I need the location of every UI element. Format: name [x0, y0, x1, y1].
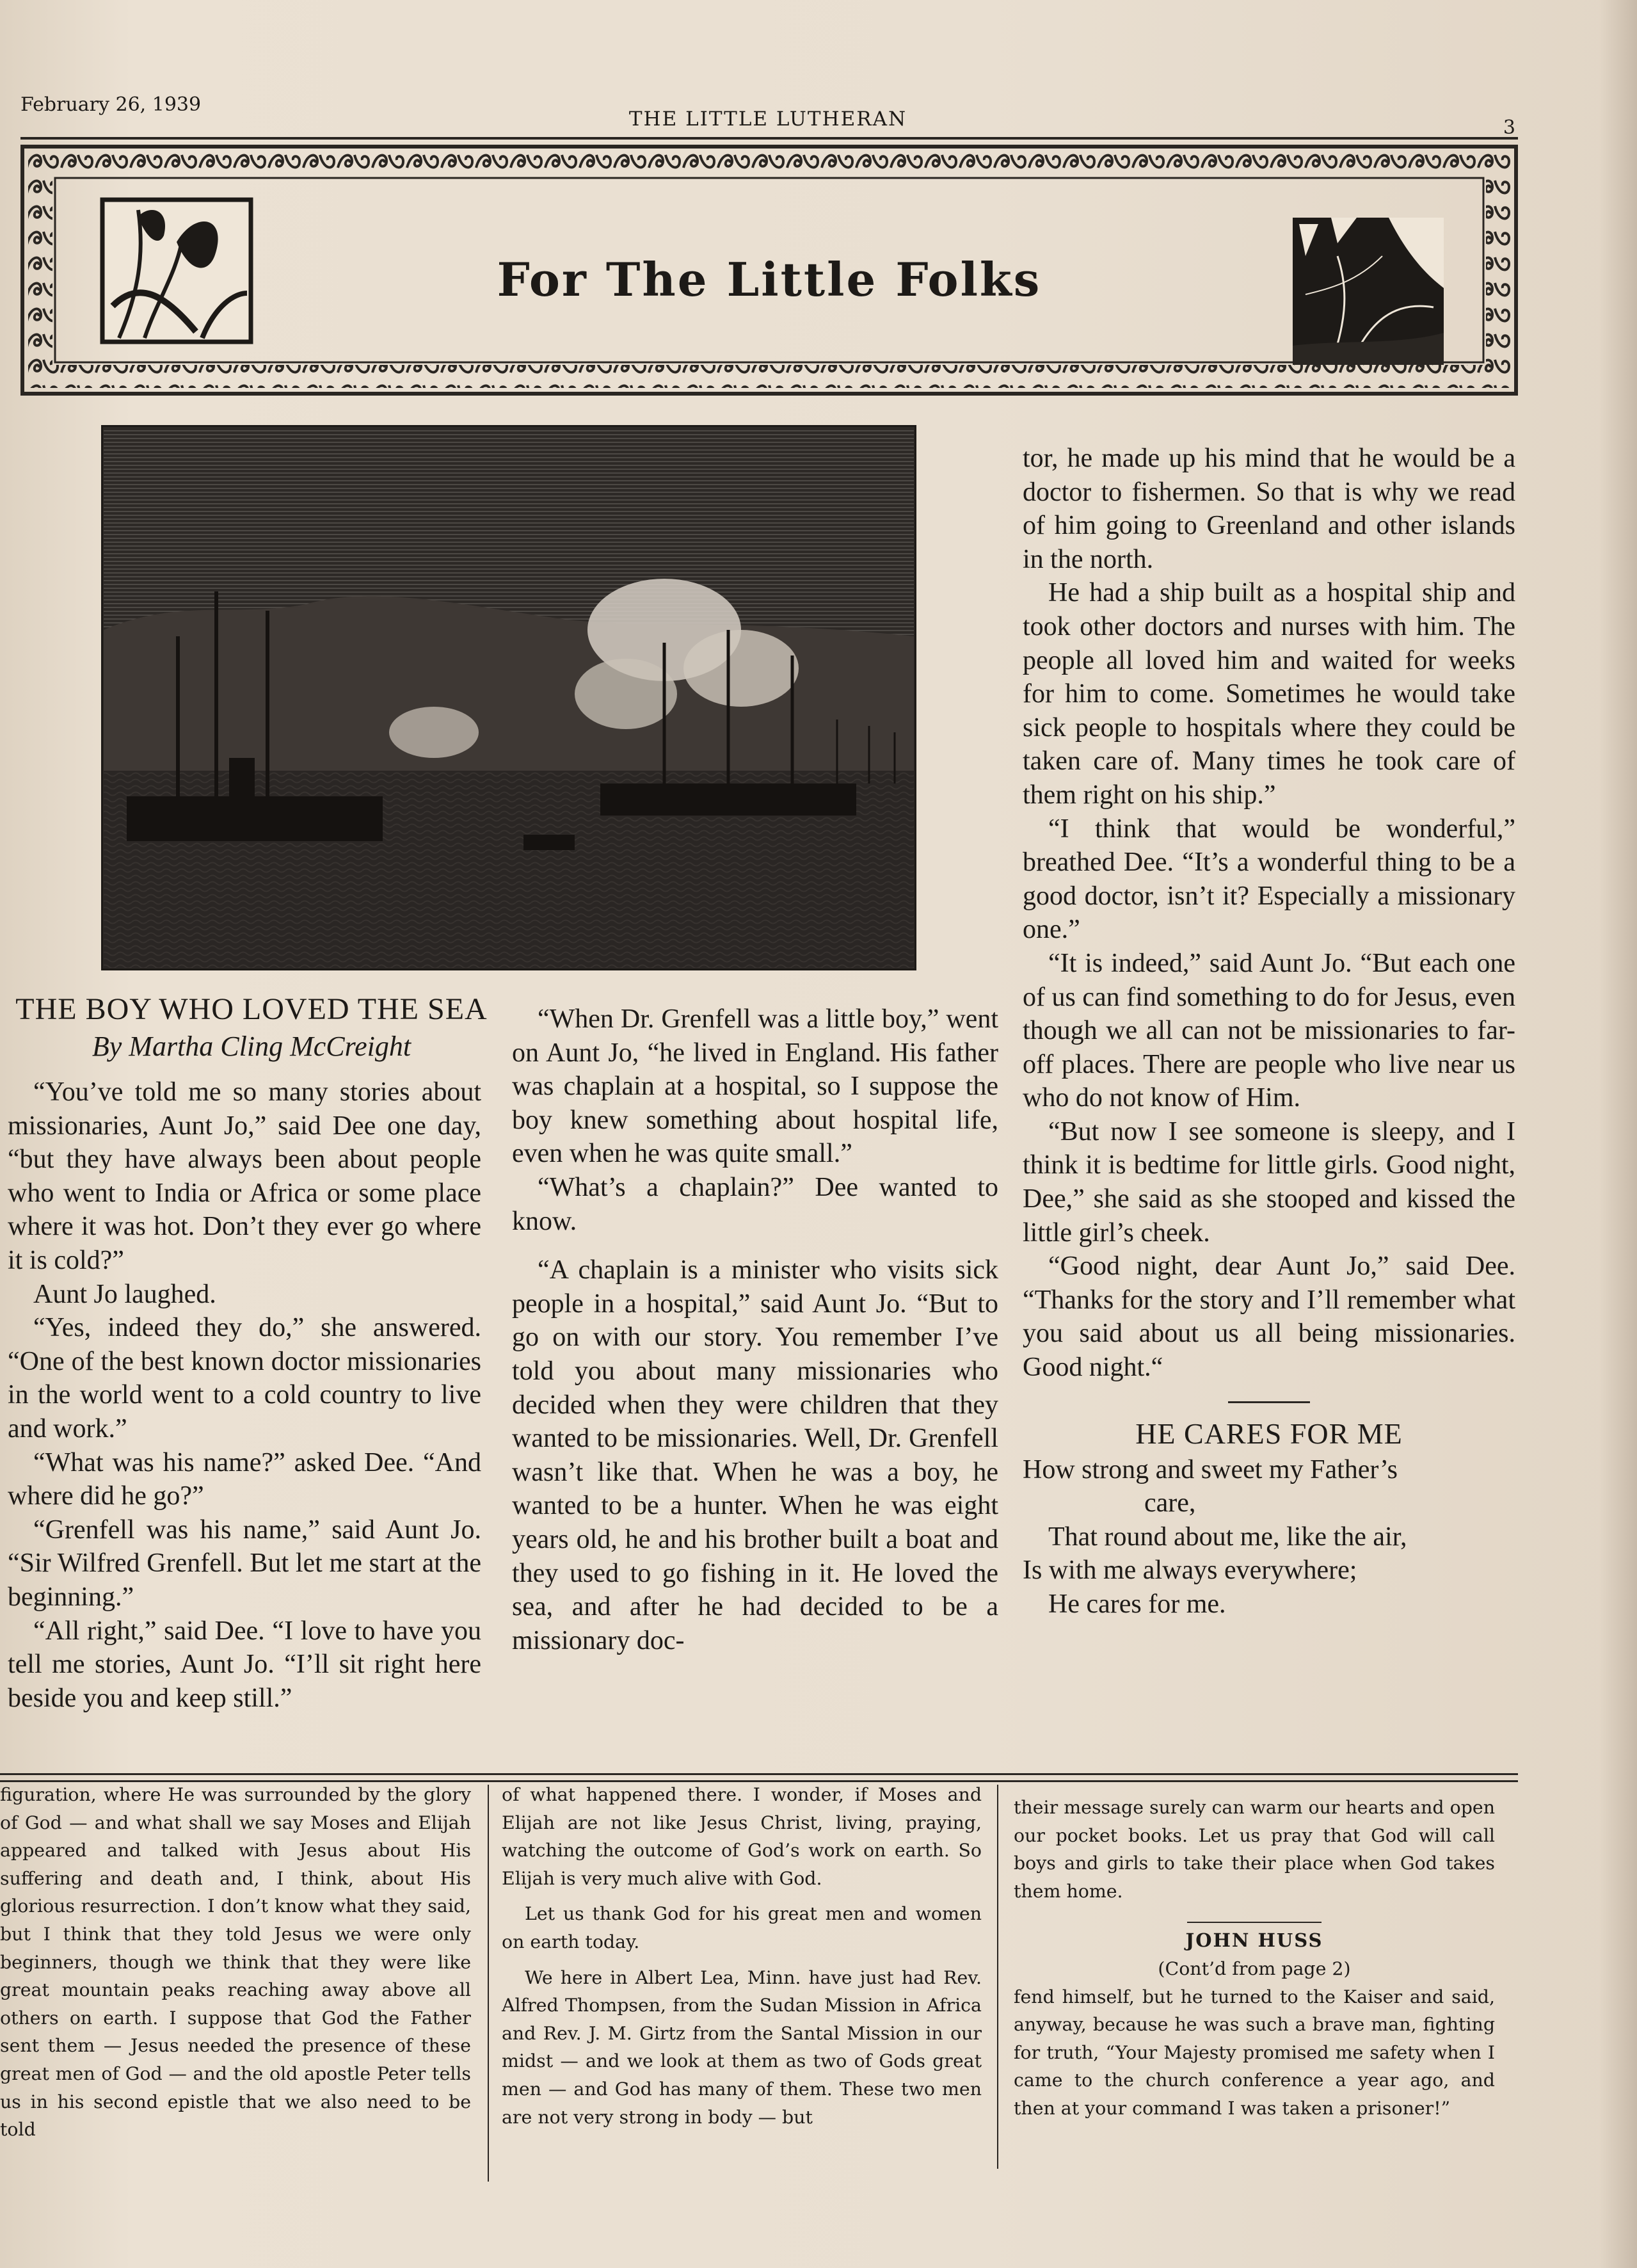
poem-title: HE CARES FOR ME — [1135, 1417, 1403, 1450]
paragraph: “You’ve told me so many stories about missionaries, Aunt Jo,” said Dee one day, “but they have always been about people who went to India or Africa or some place where it was hot. Don’t they ever go where it is cold?” — [8, 1077, 481, 1275]
paragraph: “When Dr. Grenfell was a little boy,” went on Aunt Jo, “he lived in England. His father was chaplain at a hospital, so I suppose the boy knew something about hospital life, even when he was quite small.” — [512, 1004, 998, 1169]
section-banner — [20, 145, 1518, 396]
paragraph: Let us thank God for his great men and women on earth today. — [502, 1903, 982, 1952]
lower-column-1 — [0, 1781, 471, 2144]
column-rule — [488, 1785, 489, 2182]
paragraph: fend himself, but he turned to the Kaiser and said, anyway, because he was such a brave man, fighting for truth, “Your Majesty promised me safety when I came to the church conference a year ago, and then at your command I was taken a prisoner!” — [1014, 1986, 1495, 2119]
lower-column-3 — [1014, 1794, 1495, 2123]
section-rule — [1228, 1401, 1310, 1403]
paragraph: “Grenfell was his name,” said Aunt Jo. “Sir Wilfred Grenfell. But let me start at the beginning.” — [8, 1515, 481, 1612]
article-column-3 — [1023, 442, 1515, 1621]
paragraph: “What’s a chaplain?” Dee wanted to know. — [512, 1172, 998, 1236]
paragraph: “I think that would be wonderful,” breathed Dee. “It’s a wonderful thing to be a good doctor, isn’t it? Especially a missionary one.” — [1023, 814, 1515, 945]
header-rule — [20, 137, 1518, 140]
poem-line: Is with me always everywhere; — [1023, 1556, 1357, 1586]
poem-line: That round about me, like the air, — [1048, 1522, 1407, 1552]
column-rule — [997, 1785, 998, 2169]
naval-battle-engraving — [101, 425, 916, 970]
poem-line: How strong and sweet my Father’s — [1023, 1454, 1398, 1484]
poem — [1023, 1453, 1515, 1621]
section-title: For The Little Folks — [497, 252, 1042, 307]
huss-title: JOHN HUSS — [1185, 1929, 1323, 1952]
paragraph: their message surely can warm our hearts and open our pocket books. Let us pray that God will call boys and girls to take their place when God takes them home. — [1014, 1797, 1495, 1902]
paragraph: “All right,” said Dee. “I love to have you tell me stories, Aunt Jo. “I’ll sit right here beside you and keep still.” — [8, 1616, 481, 1713]
paragraph: tor, he made up his mind that he would be a doctor to fishermen. So that is why we read of him going to Greenland and other islands in the north. — [1023, 444, 1515, 574]
article-column-2 — [512, 1002, 998, 1657]
continued-note: (Cont’d from page 2) — [1158, 1958, 1351, 1979]
paragraph: “A chaplain is a minister who visits sick people in a hospital,” said Aunt Jo. “But to go on with our story. You remember I’ve told you about many missionaries who decided when they were children that they wanted to be missionaries. Well, Dr. Grenfell wasn’t like that. When he was a boy, he wanted to be a hunter. When he was eight years old, he and his brother built a boat and they used to go fishing in it. He loved the sea, and after he had decided to be a missionary doc- — [512, 1255, 998, 1655]
publication-name: THE LITTLE LUTHERAN — [628, 108, 907, 131]
article-header — [8, 991, 495, 1070]
poem-line: He cares for me. — [1048, 1589, 1226, 1619]
paragraph: We here in Albert Lea, Minn. have just had Rev. Alfred Thompsen, from the Sudan Mission in Africa and Rev. J. M. Girtz from the Santal Mission in our midst — and we look at them as two of Gods great men — and God has many of them. These two men are not very strong in body — but — [502, 1966, 982, 2128]
paragraph: figuration, where He was surrounded by the glory of God — and what shall we say Moses and Elijah appeared and talked with Jesus about His suffering and death and, I think, about His glorious resurrection. I don’t know what they said, but I think that they told Jesus we were only beginners, though we think that they were like great mountain peaks reaching away above all others on earth. I suppose that God the Father sent them — Jesus needed the presence of these great men of God — and the old apostle Peter tells us in his second epistle that we also need to be told — [0, 1784, 471, 2141]
issue-date: February 26, 1939 — [20, 93, 202, 116]
article-column-1 — [8, 1075, 481, 1715]
tree-woodcut-icon — [1293, 218, 1444, 365]
paragraph: Aunt Jo laughed. — [33, 1279, 216, 1309]
lower-column-2 — [502, 1781, 982, 2131]
article-byline: By Martha Cling McCreight — [92, 1031, 411, 1062]
section-rule — [1187, 1922, 1322, 1923]
paragraph: “What was his name?” asked Dee. “And where did he go?” — [8, 1447, 481, 1511]
paragraph: “Good night, dear Aunt Jo,” said Dee. “Thanks for the story and I’ll remember what you said about us all being missionaries. Good night.“ — [1023, 1251, 1515, 1383]
paragraph: of what happened there. I wonder, if Moses and Elijah are not like Jesus Christ, living, praying, watching the outcome of God’s work on earth. So Elijah is very much alive with God. — [502, 1784, 982, 1889]
page-edge-shadow — [1599, 0, 1637, 2268]
poem-line: care, — [1144, 1488, 1196, 1518]
paragraph: “Yes, indeed they do,” she answered. “One of the best known doctor missionaries in the world went to a cold country to live and work.” — [8, 1313, 481, 1444]
paragraph: He had a ship built as a hospital ship and took other doctors and nurses with him. The people all loved him and waited for weeks for him to come. Sometimes he would take sick people to hospitals where they could be taken care of. Many times he took care of them right on his ship.” — [1023, 578, 1515, 810]
article-title: THE BOY WHO LOVED THE SEA — [15, 992, 488, 1026]
paragraph: “It is indeed,” said Aunt Jo. “But each one of us can find something to do for Jesus, even though we all can not be missionaries to far-off places. There are people who live near us who do not know of Him. — [1023, 948, 1515, 1113]
page-number: 3 — [1503, 117, 1515, 139]
paragraph: “But now I see someone is sleepy, and I think it is bedtime for little girls. Good night, Dee,” she said as she stooped and kissed the little girl’s cheek. — [1023, 1116, 1515, 1248]
